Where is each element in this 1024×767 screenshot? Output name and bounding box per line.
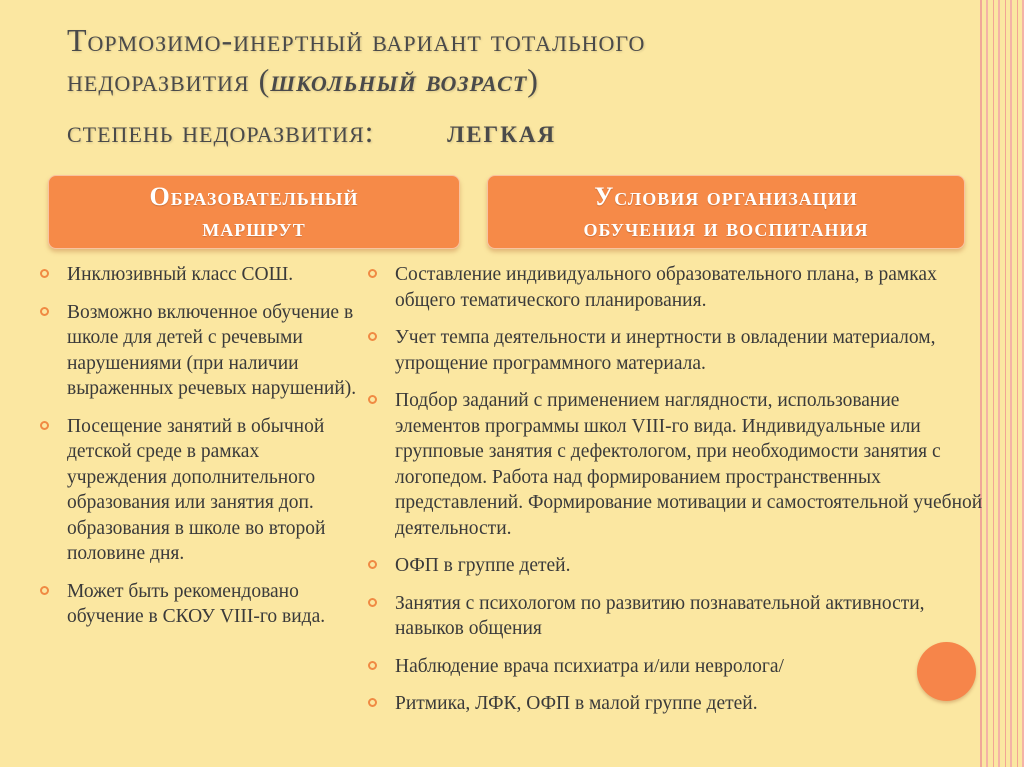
decorative-stripes (982, 0, 1024, 767)
list-item-text: Ритмика, ЛФК, ОФП в малой группе детей. (395, 693, 758, 714)
slide-title (67, 20, 967, 100)
orange-circle-decoration (917, 642, 976, 701)
subtitle-label: степень недоразвития: (67, 114, 375, 149)
list-item-text: Возможно включенное обучение в школе для детей с речевыми нарушениями (при наличии выраженных речевых нарушений). (67, 301, 357, 399)
list-item (365, 262, 985, 313)
degree-label: легкая (447, 114, 557, 150)
title-line2-end: ) (527, 62, 539, 98)
bullet-icon (368, 395, 377, 404)
header-right-label: Условия организации обучения и воспитания (583, 182, 869, 242)
bullet-icon (40, 421, 49, 430)
bullet-icon (40, 269, 49, 278)
bullet-icon (368, 598, 377, 607)
bullet-icon (368, 332, 377, 341)
bullet-icon (368, 269, 377, 278)
list-item (37, 262, 357, 288)
header-educational-route (48, 175, 460, 249)
header-left-label: Образовательный маршрут (149, 182, 359, 242)
list-item-text: Наблюдение врача психиатра и/или невролога/ (395, 655, 784, 677)
list-item (365, 553, 985, 579)
list-item (365, 654, 985, 680)
list-item (37, 414, 357, 567)
list-item (37, 300, 357, 402)
list-item-text: Может быть рекомендовано обучение в СКОУ VIII-го вида. (67, 580, 326, 627)
list-item (37, 579, 357, 630)
list-item-text: Составление индивидуального образовательного плана, в рамках общего тематического планирования. (395, 264, 937, 311)
title-line1: Тормозимо-инертный вариант тотального (67, 22, 646, 58)
list-item-text: Учет темпа деятельности и инертности в овладении материалом, упрощение программного материала. (395, 327, 936, 374)
bullet-icon (368, 661, 377, 670)
bullet-icon (40, 307, 49, 316)
list-item (365, 591, 985, 642)
title-line2-italic: школьный возраст (270, 62, 528, 98)
bullet-icon (368, 698, 377, 707)
right-column-list (365, 262, 985, 729)
bullet-icon (368, 560, 377, 569)
left-column-list (37, 262, 357, 642)
list-item-text: Посещение занятий в обычной детской среде в рамках учреждения дополнительного образования или занятия доп. образования в школе во второй половине дня. (67, 415, 326, 564)
list-item (365, 388, 985, 541)
bullet-icon (40, 586, 49, 595)
list-item-text: ОФП в группе детей. (395, 555, 571, 576)
list-item-text: Занятия с психологом по развитию познавательной активности, навыков общения (395, 592, 925, 639)
list-item (365, 691, 985, 717)
list-item-text: Инклюзивный класс СОШ. (67, 264, 294, 285)
title-line2-start: недоразвития ( (67, 62, 271, 98)
slide-subtitle (67, 112, 967, 152)
header-conditions (487, 175, 965, 249)
list-item (365, 325, 985, 376)
list-item-text: Подбор заданий с применением наглядности, использование элементов программы школ VIII-го вида. Индивидуальные или групповые занятия с дефектологом, при необходимости занятия с логопедом. Работа над формированием пространственных представлений. Формирование мотивации и самостоятельной учебной деятельности. (395, 390, 983, 539)
